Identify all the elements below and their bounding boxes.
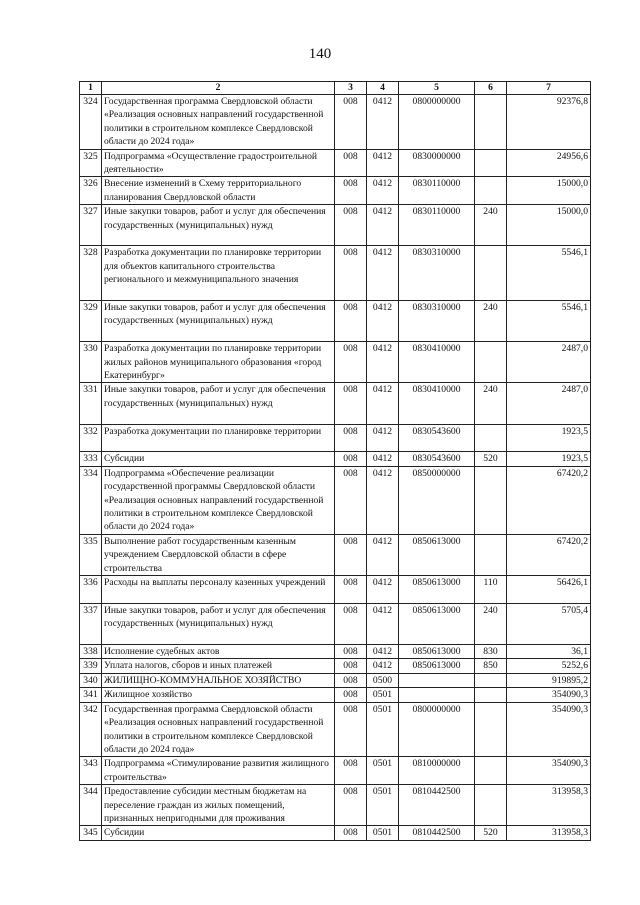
row-number: 329 <box>80 301 102 342</box>
row-name: Разработка документации по планировке территории <box>102 424 335 452</box>
row-amount: 5705,4 <box>507 603 591 644</box>
row-expense-type <box>475 149 507 177</box>
row-section-code: 0412 <box>367 149 399 177</box>
row-amount: 354090,3 <box>507 757 591 785</box>
row-number: 338 <box>80 645 102 659</box>
row-expense-type <box>475 246 507 301</box>
table-row <box>80 452 591 466</box>
table-row <box>80 466 591 534</box>
row-expense-type: 520 <box>475 452 507 466</box>
row-expense-type: 850 <box>475 659 507 673</box>
table-row <box>80 702 591 757</box>
header-col-2: 2 <box>102 82 335 95</box>
row-target-code: 0830410000 <box>399 342 475 383</box>
row-section-code: 0412 <box>367 95 399 150</box>
row-ministry-code: 008 <box>335 149 367 177</box>
row-section-code: 0412 <box>367 424 399 452</box>
row-section-code: 0412 <box>367 466 399 534</box>
row-amount: 5546,1 <box>507 301 591 342</box>
table-row <box>80 301 591 342</box>
header-col-4: 4 <box>367 82 399 95</box>
row-name: Предоставление субсидии местным бюджетам на переселение граждан из жилых помещений, признанных непригодными для проживания <box>102 785 335 826</box>
row-amount: 92376,8 <box>507 95 591 150</box>
row-expense-type <box>475 95 507 150</box>
row-number: 341 <box>80 688 102 702</box>
row-amount: 354090,3 <box>507 688 591 702</box>
row-ministry-code: 008 <box>335 177 367 205</box>
table-row <box>80 177 591 205</box>
row-name: Иные закупки товаров, работ и услуг для обеспечения государственных (муниципальных) нужд <box>102 205 335 246</box>
row-number: 340 <box>80 673 102 687</box>
row-target-code: 0850613000 <box>399 645 475 659</box>
row-amount: 2487,0 <box>507 342 591 383</box>
row-ministry-code: 008 <box>335 826 367 840</box>
row-name: Подпрограмма «Стимулирование развития жилищного строительства» <box>102 757 335 785</box>
row-number: 325 <box>80 149 102 177</box>
row-amount: 313958,3 <box>507 826 591 840</box>
row-section-code: 0501 <box>367 757 399 785</box>
row-name: Иные закупки товаров, работ и услуг для обеспечения государственных (муниципальных) нужд <box>102 301 335 342</box>
header-col-6: 6 <box>475 82 507 95</box>
table-row <box>80 673 591 687</box>
row-number: 345 <box>80 826 102 840</box>
header-col-5: 5 <box>399 82 475 95</box>
row-amount: 919895,2 <box>507 673 591 687</box>
row-ministry-code: 008 <box>335 534 367 575</box>
row-section-code: 0412 <box>367 534 399 575</box>
row-expense-type <box>475 702 507 757</box>
table-row <box>80 785 591 826</box>
row-section-code: 0412 <box>367 301 399 342</box>
row-target-code: 0830000000 <box>399 149 475 177</box>
row-expense-type <box>475 673 507 687</box>
row-name: Иные закупки товаров, работ и услуг для обеспечения государственных (муниципальных) нужд <box>102 383 335 424</box>
table-row <box>80 576 591 604</box>
row-ministry-code: 008 <box>335 757 367 785</box>
header-col-7: 7 <box>507 82 591 95</box>
row-number: 344 <box>80 785 102 826</box>
row-ministry-code: 008 <box>335 424 367 452</box>
row-amount: 67420,2 <box>507 466 591 534</box>
row-amount: 1923,5 <box>507 452 591 466</box>
row-name: Субсидии <box>102 826 335 840</box>
table-row <box>80 688 591 702</box>
row-ministry-code: 008 <box>335 688 367 702</box>
row-ministry-code: 008 <box>335 301 367 342</box>
row-expense-type: 520 <box>475 826 507 840</box>
row-target-code <box>399 673 475 687</box>
row-number: 334 <box>80 466 102 534</box>
row-ministry-code: 008 <box>335 645 367 659</box>
table-row <box>80 826 591 840</box>
row-target-code: 0810000000 <box>399 757 475 785</box>
row-number: 342 <box>80 702 102 757</box>
row-expense-type: 240 <box>475 205 507 246</box>
row-number: 336 <box>80 576 102 604</box>
row-ministry-code: 008 <box>335 659 367 673</box>
row-target-code: 0850613000 <box>399 603 475 644</box>
page-number: 140 <box>308 46 332 62</box>
row-name: Разработка документации по планировке территории для объектов капитального строительства регионального и межмуниципального значения <box>102 246 335 301</box>
row-ministry-code: 008 <box>335 702 367 757</box>
table-row <box>80 603 591 644</box>
table-row <box>80 424 591 452</box>
table-row <box>80 383 591 424</box>
row-number: 343 <box>80 757 102 785</box>
row-amount: 56426,1 <box>507 576 591 604</box>
row-number: 332 <box>80 424 102 452</box>
row-number: 331 <box>80 383 102 424</box>
row-expense-type <box>475 688 507 702</box>
row-ministry-code: 008 <box>335 785 367 826</box>
row-section-code: 0501 <box>367 826 399 840</box>
row-ministry-code: 008 <box>335 246 367 301</box>
row-amount: 24956,6 <box>507 149 591 177</box>
row-name: Жилищное хозяйство <box>102 688 335 702</box>
header-col-3: 3 <box>335 82 367 95</box>
row-number: 327 <box>80 205 102 246</box>
row-expense-type: 240 <box>475 301 507 342</box>
row-expense-type <box>475 342 507 383</box>
row-name: Государственная программа Свердловской области «Реализация основных направлений государственной политики в строительном комплексе Свердловской области до 2024 года» <box>102 95 335 150</box>
row-section-code: 0412 <box>367 205 399 246</box>
row-target-code: 0830543600 <box>399 452 475 466</box>
row-number: 335 <box>80 534 102 575</box>
row-target-code: 0810442500 <box>399 785 475 826</box>
row-expense-type <box>475 424 507 452</box>
row-section-code: 0412 <box>367 383 399 424</box>
budget-table <box>79 81 591 841</box>
row-name: Субсидии <box>102 452 335 466</box>
row-section-code: 0412 <box>367 177 399 205</box>
row-section-code: 0412 <box>367 603 399 644</box>
table-row <box>80 659 591 673</box>
row-expense-type: 830 <box>475 645 507 659</box>
header-col-1: 1 <box>80 82 102 95</box>
table-row <box>80 342 591 383</box>
row-amount: 15000,0 <box>507 177 591 205</box>
row-section-code: 0501 <box>367 785 399 826</box>
row-name: Иные закупки товаров, работ и услуг для обеспечения государственных (муниципальных) нужд <box>102 603 335 644</box>
row-section-code: 0500 <box>367 673 399 687</box>
row-expense-type: 240 <box>475 383 507 424</box>
row-target-code: 0830410000 <box>399 383 475 424</box>
row-amount: 313958,3 <box>507 785 591 826</box>
row-name: Расходы на выплаты персоналу казенных учреждений <box>102 576 335 604</box>
row-target-code: 0810442500 <box>399 826 475 840</box>
row-amount: 1923,5 <box>507 424 591 452</box>
row-section-code: 0412 <box>367 576 399 604</box>
row-number: 328 <box>80 246 102 301</box>
row-section-code: 0412 <box>367 452 399 466</box>
row-target-code: 0830310000 <box>399 301 475 342</box>
row-number: 326 <box>80 177 102 205</box>
table-row <box>80 757 591 785</box>
table-row <box>80 205 591 246</box>
row-amount: 2487,0 <box>507 383 591 424</box>
row-name: ЖИЛИЩНО-КОММУНАЛЬНОЕ ХОЗЯЙСТВО <box>102 673 335 687</box>
row-name: Внесение изменений в Схему территориального планирования Свердловской области <box>102 177 335 205</box>
row-target-code: 0830310000 <box>399 246 475 301</box>
row-target-code: 0830110000 <box>399 177 475 205</box>
row-section-code: 0501 <box>367 702 399 757</box>
row-ministry-code: 008 <box>335 603 367 644</box>
row-section-code: 0412 <box>367 246 399 301</box>
table-row <box>80 534 591 575</box>
row-expense-type: 110 <box>475 576 507 604</box>
row-section-code: 0412 <box>367 342 399 383</box>
row-ministry-code: 008 <box>335 466 367 534</box>
row-name: Подпрограмма «Обеспечение реализации государственной программы Свердловской области «Реализация основных направлений государственной политики в строительном комплексе Свердловской области до 2024 года» <box>102 466 335 534</box>
row-target-code: 0850613000 <box>399 576 475 604</box>
header-row <box>80 82 591 95</box>
row-amount: 36,1 <box>507 645 591 659</box>
row-number: 339 <box>80 659 102 673</box>
row-target-code <box>399 688 475 702</box>
row-target-code: 0850613000 <box>399 534 475 575</box>
row-target-code: 0830543600 <box>399 424 475 452</box>
row-name: Государственная программа Свердловской области «Реализация основных направлений государственной политики в строительном комплексе Свердловской области до 2024 года» <box>102 702 335 757</box>
row-target-code: 0800000000 <box>399 702 475 757</box>
row-expense-type <box>475 177 507 205</box>
row-name: Выполнение работ государственным казенным учреждением Свердловской области в сфере строительства <box>102 534 335 575</box>
row-amount: 5252,6 <box>507 659 591 673</box>
row-name: Подпрограмма «Осуществление градостроительной деятельности» <box>102 149 335 177</box>
row-expense-type <box>475 785 507 826</box>
row-name: Разработка документации по планировке территории жилых районов муниципального образования «город Екатеринбург» <box>102 342 335 383</box>
row-amount: 15000,0 <box>507 205 591 246</box>
row-ministry-code: 008 <box>335 452 367 466</box>
row-number: 324 <box>80 95 102 150</box>
row-target-code: 0850613000 <box>399 659 475 673</box>
row-ministry-code: 008 <box>335 383 367 424</box>
row-expense-type: 240 <box>475 603 507 644</box>
row-number: 337 <box>80 603 102 644</box>
row-expense-type <box>475 466 507 534</box>
row-section-code: 0501 <box>367 688 399 702</box>
table-body <box>80 95 591 841</box>
row-number: 330 <box>80 342 102 383</box>
row-section-code: 0412 <box>367 659 399 673</box>
row-expense-type <box>475 757 507 785</box>
row-number: 333 <box>80 452 102 466</box>
table-row <box>80 149 591 177</box>
row-target-code: 0850000000 <box>399 466 475 534</box>
row-amount: 354090,3 <box>507 702 591 757</box>
row-ministry-code: 008 <box>335 673 367 687</box>
row-ministry-code: 008 <box>335 342 367 383</box>
row-target-code: 0830110000 <box>399 205 475 246</box>
row-section-code: 0412 <box>367 645 399 659</box>
table-row <box>80 645 591 659</box>
row-name: Уплата налогов, сборов и иных платежей <box>102 659 335 673</box>
row-ministry-code: 008 <box>335 205 367 246</box>
row-amount: 67420,2 <box>507 534 591 575</box>
row-ministry-code: 008 <box>335 576 367 604</box>
row-target-code: 0800000000 <box>399 95 475 150</box>
row-expense-type <box>475 534 507 575</box>
row-amount: 5546,1 <box>507 246 591 301</box>
table-row <box>80 95 591 150</box>
row-name: Исполнение судебных актов <box>102 645 335 659</box>
row-ministry-code: 008 <box>335 95 367 150</box>
table-row <box>80 246 591 301</box>
